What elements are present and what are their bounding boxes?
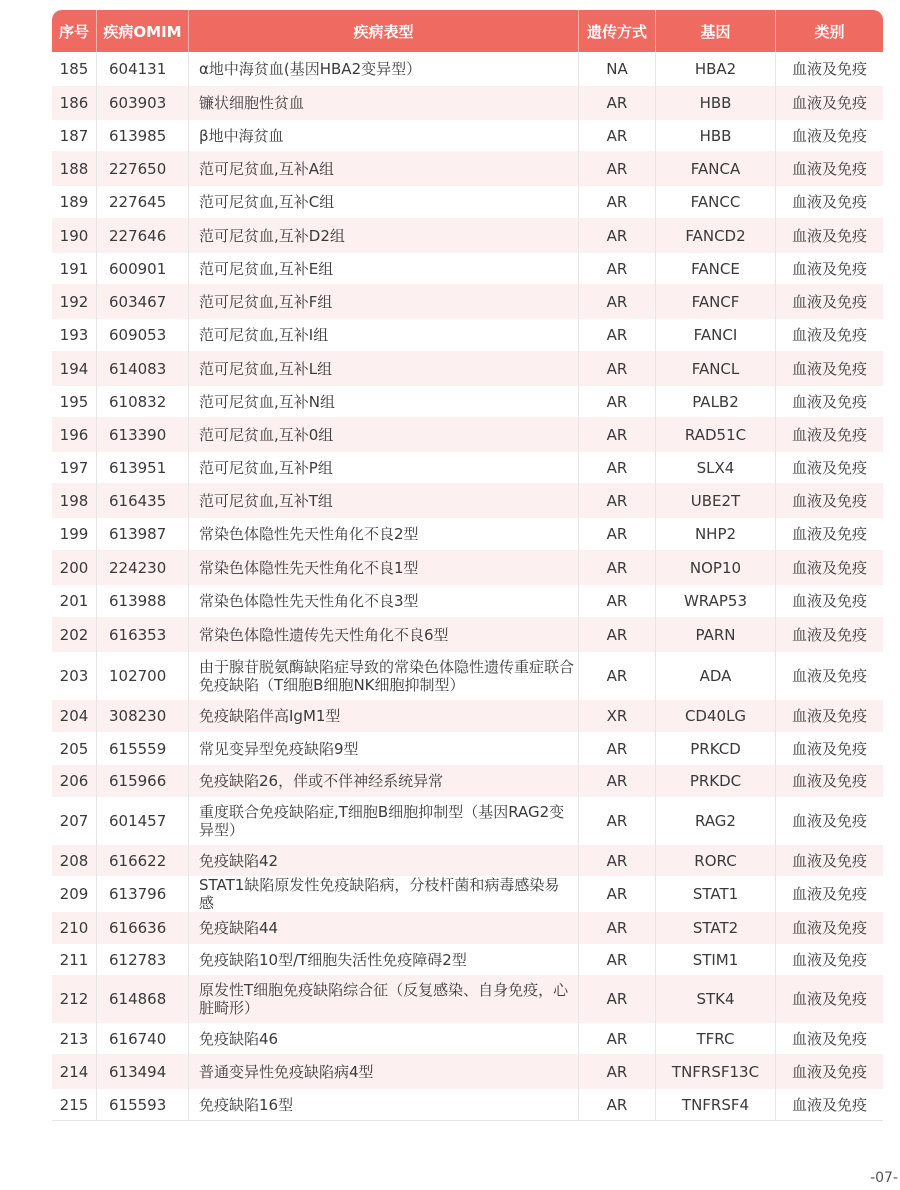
cell-no: 203 [52,652,97,700]
table-row [52,700,883,732]
cell-phenotype: 范可尼贫血,互补L组 [189,351,579,386]
cell-gene: ADA [656,652,776,700]
cell-gene: TFRC [656,1023,776,1054]
cell-gene: STAT1 [656,876,776,912]
cell-category: 血液及免疫 [776,1023,883,1054]
table-row [52,351,883,386]
cell-omim: 613987 [97,518,189,550]
table-row [52,386,883,417]
table-row [52,186,883,218]
cell-no: 193 [52,319,97,351]
cell-omim: 616435 [97,483,189,518]
cell-no: 195 [52,386,97,417]
cell-inheritance: XR [579,700,656,732]
cell-no: 202 [52,617,97,652]
cell-gene: TNFRSF4 [656,1089,776,1121]
cell-inheritance: AR [579,652,656,700]
cell-category: 血液及免疫 [776,732,883,765]
cell-no: 210 [52,912,97,944]
cell-no: 185 [52,52,97,86]
cell-no: 206 [52,765,97,797]
cell-phenotype: 范可尼贫血,互补E组 [189,253,579,284]
cell-category: 血液及免疫 [776,1089,883,1121]
cell-gene: HBB [656,86,776,120]
table-row [52,120,883,151]
cell-omim: 614868 [97,975,189,1023]
cell-no: 205 [52,732,97,765]
cell-phenotype: 范可尼贫血,互补F组 [189,284,579,319]
table-row [52,765,883,797]
cell-no: 201 [52,585,97,617]
cell-category: 血液及免疫 [776,284,883,319]
cell-gene: STK4 [656,975,776,1023]
cell-omim: 609053 [97,319,189,351]
cell-omim: 613796 [97,876,189,912]
cell-omim: 615559 [97,732,189,765]
cell-inheritance: AR [579,386,656,417]
cell-category: 血液及免疫 [776,617,883,652]
cell-phenotype: 常染色体隐性先天性角化不良3型 [189,585,579,617]
cell-inheritance: AR [579,1054,656,1089]
cell-inheritance: AR [579,876,656,912]
cell-gene: UBE2T [656,483,776,518]
table-row [52,86,883,120]
cell-gene: NHP2 [656,518,776,550]
header-phenotype: 疾病表型 [189,10,579,52]
cell-inheritance: AR [579,120,656,151]
table-row [52,284,883,319]
cell-category: 血液及免疫 [776,1054,883,1089]
cell-inheritance: AR [579,417,656,452]
cell-gene: PARN [656,617,776,652]
cell-gene: PALB2 [656,386,776,417]
cell-category: 血液及免疫 [776,797,883,845]
table-row [52,732,883,765]
table-row [52,975,883,1023]
cell-inheritance: AR [579,218,656,253]
table-row [52,876,883,912]
cell-no: 209 [52,876,97,912]
table-row [52,518,883,550]
header-no: 序号 [52,10,97,52]
cell-no: 187 [52,120,97,151]
cell-no: 188 [52,151,97,186]
cell-inheritance: AR [579,585,656,617]
cell-gene: STAT2 [656,912,776,944]
cell-phenotype: 范可尼贫血,互补D2组 [189,218,579,253]
cell-phenotype: 范可尼贫血,互补P组 [189,452,579,483]
cell-inheritance: NA [579,52,656,86]
cell-gene: STIM1 [656,944,776,975]
cell-category: 血液及免疫 [776,975,883,1023]
cell-omim: 308230 [97,700,189,732]
cell-category: 血液及免疫 [776,876,883,912]
cell-inheritance: AR [579,319,656,351]
cell-omim: 227646 [97,218,189,253]
cell-inheritance: AR [579,452,656,483]
cell-phenotype: 常染色体隐性先天性角化不良2型 [189,518,579,550]
cell-phenotype: 常见变异型免疫缺陷9型 [189,732,579,765]
cell-no: 200 [52,550,97,585]
cell-no: 197 [52,452,97,483]
cell-inheritance: AR [579,912,656,944]
cell-gene: FANCI [656,319,776,351]
cell-no: 190 [52,218,97,253]
table-row [52,585,883,617]
cell-omim: 227645 [97,186,189,218]
cell-phenotype: 免疫缺陷伴高IgM1型 [189,700,579,732]
cell-no: 186 [52,86,97,120]
table-header-row [52,10,883,52]
table-row [52,218,883,253]
cell-omim: 601457 [97,797,189,845]
cell-no: 204 [52,700,97,732]
cell-no: 207 [52,797,97,845]
cell-no: 198 [52,483,97,518]
cell-inheritance: AR [579,1089,656,1121]
cell-omim: 603903 [97,86,189,120]
cell-gene: FANCE [656,253,776,284]
cell-omim: 612783 [97,944,189,975]
header-omim: 疾病OMIM [97,10,189,52]
cell-omim: 616353 [97,617,189,652]
cell-no: 208 [52,845,97,876]
cell-phenotype: 重度联合免疫缺陷症,T细胞B细胞抑制型（基因RAG2变异型） [189,797,579,845]
cell-omim: 610832 [97,386,189,417]
cell-omim: 616636 [97,912,189,944]
cell-inheritance: AR [579,732,656,765]
table-row [52,452,883,483]
cell-category: 血液及免疫 [776,351,883,386]
cell-inheritance: AR [579,617,656,652]
cell-phenotype: 免疫缺陷44 [189,912,579,944]
cell-phenotype: 范可尼贫血,互补N组 [189,386,579,417]
page-number: -07- [870,1170,898,1186]
cell-phenotype: 由于腺苷脱氨酶缺陷症导致的常染色体隐性遗传重症联合免疫缺陷（T细胞B细胞NK细胞抑制型） [189,652,579,700]
cell-category: 血液及免疫 [776,912,883,944]
cell-inheritance: AR [579,944,656,975]
table-row [52,417,883,452]
cell-category: 血液及免疫 [776,585,883,617]
cell-category: 血液及免疫 [776,417,883,452]
cell-omim: 224230 [97,550,189,585]
cell-inheritance: AR [579,1023,656,1054]
cell-no: 211 [52,944,97,975]
cell-phenotype: 免疫缺陷16型 [189,1089,579,1121]
cell-inheritance: AR [579,351,656,386]
cell-category: 血液及免疫 [776,483,883,518]
cell-gene: HBB [656,120,776,151]
cell-category: 血液及免疫 [776,253,883,284]
cell-category: 血液及免疫 [776,452,883,483]
cell-inheritance: AR [579,975,656,1023]
table-row [52,151,883,186]
table-row [52,1023,883,1054]
cell-inheritance: AR [579,550,656,585]
cell-no: 196 [52,417,97,452]
cell-gene: FANCL [656,351,776,386]
cell-phenotype: 镰状细胞性贫血 [189,86,579,120]
cell-phenotype: 原发性T细胞免疫缺陷综合征（反复感染、自身免疫，心脏畸形） [189,975,579,1023]
cell-inheritance: AR [579,483,656,518]
cell-phenotype: 免疫缺陷42 [189,845,579,876]
cell-omim: 615966 [97,765,189,797]
cell-gene: FANCD2 [656,218,776,253]
cell-gene: PRKDC [656,765,776,797]
table-row [52,652,883,700]
cell-inheritance: AR [579,151,656,186]
table-row [52,1089,883,1121]
cell-phenotype: 常染色体隐性遗传先天性角化不良6型 [189,617,579,652]
cell-gene: WRAP53 [656,585,776,617]
table-row [52,617,883,652]
cell-category: 血液及免疫 [776,845,883,876]
table-row [52,253,883,284]
cell-phenotype: 范可尼贫血,互补C组 [189,186,579,218]
cell-no: 215 [52,1089,97,1121]
cell-gene: FANCA [656,151,776,186]
cell-category: 血液及免疫 [776,186,883,218]
cell-phenotype: 免疫缺陷26，伴或不伴神经系统异常 [189,765,579,797]
table-row [52,944,883,975]
cell-category: 血液及免疫 [776,52,883,86]
cell-omim: 613390 [97,417,189,452]
cell-phenotype: 常染色体隐性先天性角化不良1型 [189,550,579,585]
cell-phenotype: 范可尼贫血,互补I组 [189,319,579,351]
disease-table [52,10,883,1121]
cell-gene: HBA2 [656,52,776,86]
cell-phenotype: 范可尼贫血,互补A组 [189,151,579,186]
cell-category: 血液及免疫 [776,700,883,732]
cell-category: 血液及免疫 [776,652,883,700]
cell-omim: 613985 [97,120,189,151]
table-row [52,550,883,585]
cell-omim: 102700 [97,652,189,700]
cell-phenotype: 普通变异性免疫缺陷病4型 [189,1054,579,1089]
cell-omim: 603467 [97,284,189,319]
table-row [52,912,883,944]
cell-gene: RAD51C [656,417,776,452]
cell-gene: TNFRSF13C [656,1054,776,1089]
cell-gene: FANCF [656,284,776,319]
cell-phenotype: α地中海贫血(基因HBA2变异型） [189,52,579,86]
cell-omim: 227650 [97,151,189,186]
cell-category: 血液及免疫 [776,86,883,120]
cell-gene: SLX4 [656,452,776,483]
cell-omim: 614083 [97,351,189,386]
cell-no: 189 [52,186,97,218]
cell-phenotype: 范可尼贫血,互补T组 [189,483,579,518]
table-row [52,1054,883,1089]
header-gene: 基因 [656,10,776,52]
cell-inheritance: AR [579,845,656,876]
cell-omim: 615593 [97,1089,189,1121]
cell-gene: NOP10 [656,550,776,585]
cell-omim: 616622 [97,845,189,876]
cell-omim: 613494 [97,1054,189,1089]
cell-no: 214 [52,1054,97,1089]
cell-omim: 604131 [97,52,189,86]
cell-category: 血液及免疫 [776,765,883,797]
cell-category: 血液及免疫 [776,550,883,585]
cell-no: 194 [52,351,97,386]
cell-category: 血液及免疫 [776,319,883,351]
cell-category: 血液及免疫 [776,120,883,151]
header-category: 类别 [776,10,883,52]
cell-no: 212 [52,975,97,1023]
table-row [52,845,883,876]
table-row [52,797,883,845]
cell-inheritance: AR [579,186,656,218]
table-row [52,483,883,518]
cell-no: 192 [52,284,97,319]
cell-category: 血液及免疫 [776,151,883,186]
cell-gene: FANCC [656,186,776,218]
cell-phenotype: 免疫缺陷46 [189,1023,579,1054]
cell-inheritance: AR [579,765,656,797]
cell-phenotype: STAT1缺陷原发性免疫缺陷病，分枝杆菌和病毒感染易感 [189,876,579,912]
cell-category: 血液及免疫 [776,386,883,417]
cell-category: 血液及免疫 [776,518,883,550]
cell-gene: RAG2 [656,797,776,845]
cell-gene: CD40LG [656,700,776,732]
cell-gene: RORC [656,845,776,876]
cell-omim: 613951 [97,452,189,483]
cell-category: 血液及免疫 [776,944,883,975]
cell-phenotype: 范可尼贫血,互补0组 [189,417,579,452]
header-inheritance: 遗传方式 [579,10,656,52]
table-row [52,52,883,86]
cell-no: 199 [52,518,97,550]
cell-no: 191 [52,253,97,284]
cell-omim: 613988 [97,585,189,617]
cell-omim: 616740 [97,1023,189,1054]
cell-inheritance: AR [579,518,656,550]
cell-phenotype: 免疫缺陷10型/T细胞失活性免疫障碍2型 [189,944,579,975]
cell-gene: PRKCD [656,732,776,765]
cell-omim: 600901 [97,253,189,284]
cell-inheritance: AR [579,797,656,845]
cell-no: 213 [52,1023,97,1054]
cell-inheritance: AR [579,253,656,284]
cell-inheritance: AR [579,284,656,319]
cell-inheritance: AR [579,86,656,120]
cell-category: 血液及免疫 [776,218,883,253]
cell-phenotype: β地中海贫血 [189,120,579,151]
table-row [52,319,883,351]
